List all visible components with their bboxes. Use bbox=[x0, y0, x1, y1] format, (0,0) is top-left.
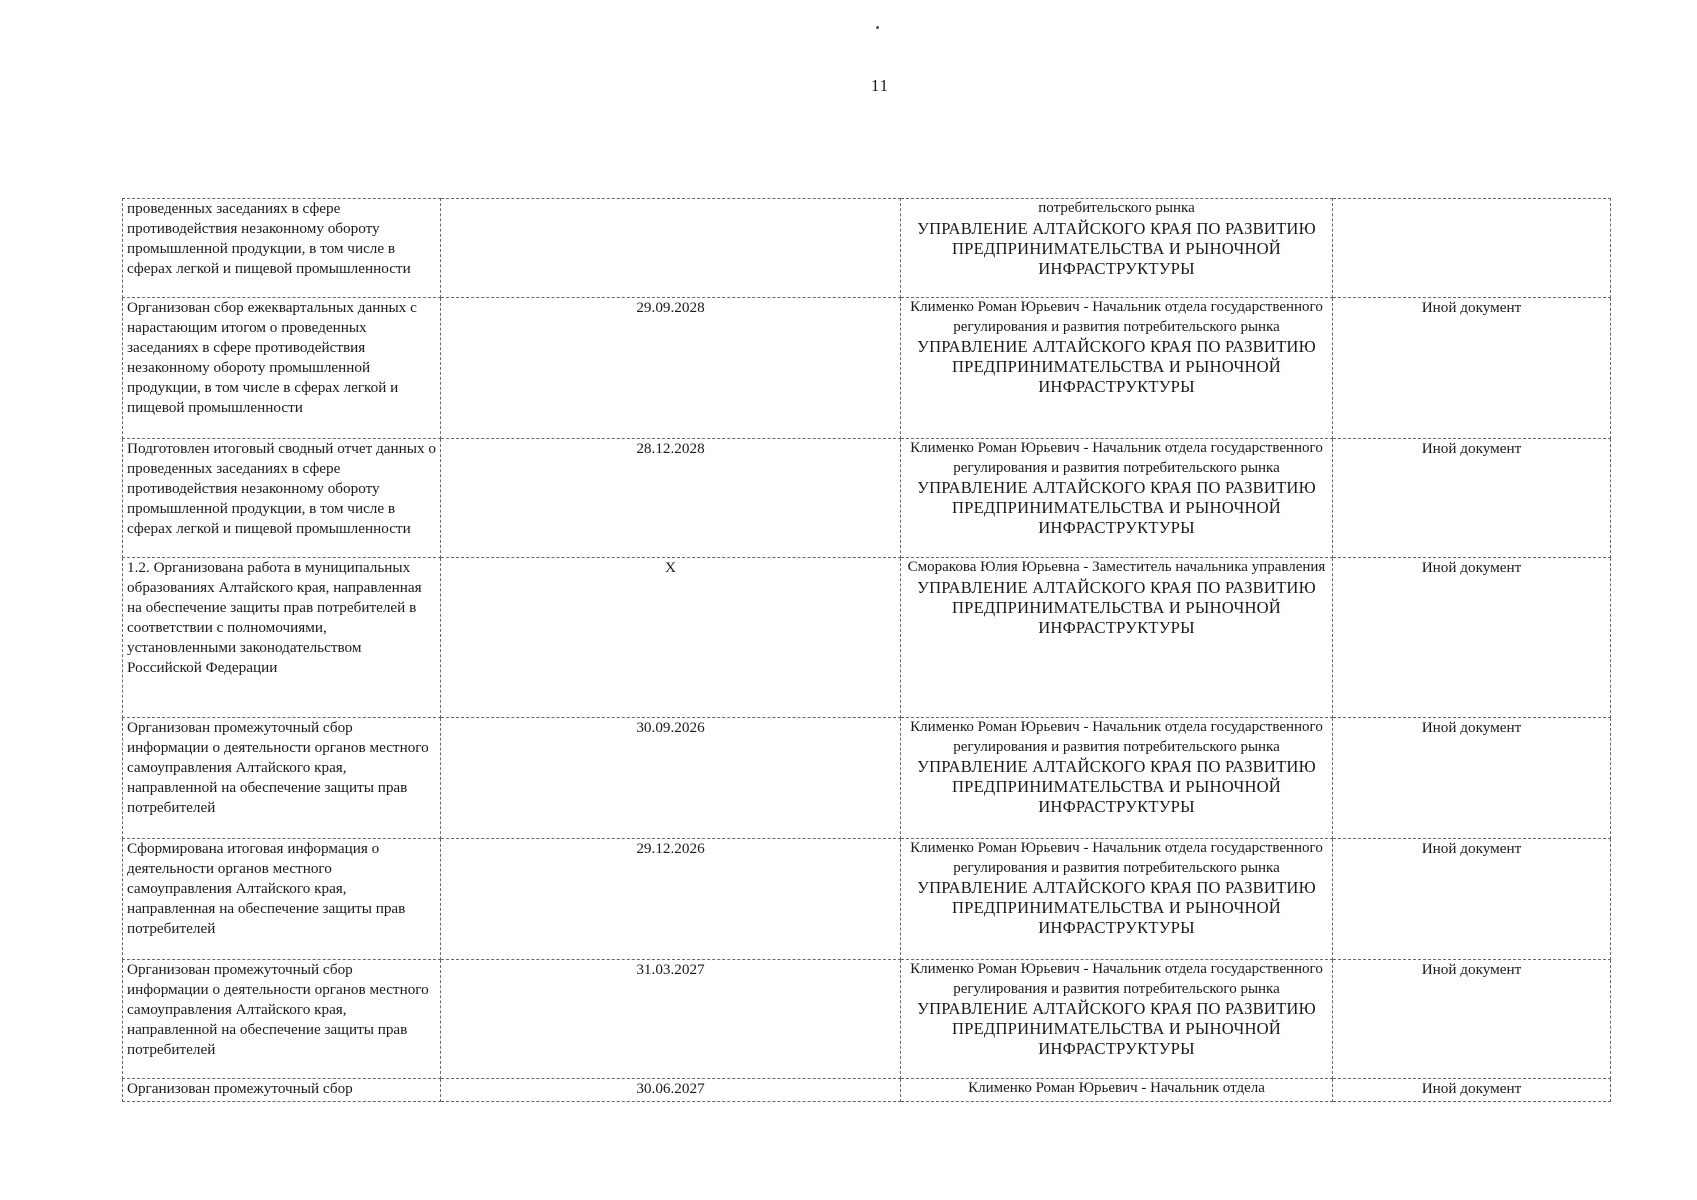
table-row bbox=[123, 839, 1611, 960]
table-row bbox=[123, 558, 1611, 718]
result-description: Организован промежуточный сбор bbox=[123, 1079, 441, 1102]
result-description: Организован промежуточный сбор информации о деятельности органов местного самоуправления Алтайского края, направленной на обеспечение защиты прав потребителей bbox=[123, 718, 441, 839]
table-row bbox=[123, 298, 1611, 439]
responsible-person: Клименко Роман Юрьевич - Начальник отдела государственного регулирования и развития потребительского рынка bbox=[910, 719, 1323, 755]
responsible-cell bbox=[901, 839, 1333, 960]
responsible-organization: УПРАВЛЕНИЕ АЛТАЙСКОГО КРАЯ ПО РАЗВИТИЮ ПРЕДПРИНИМАТЕЛЬСТВА И РЫНОЧНОЙ ИНФРАСТРУКТУРЫ bbox=[917, 757, 1316, 816]
page-number: 11 bbox=[870, 76, 890, 95]
deadline-date: X bbox=[441, 558, 901, 718]
responsible-person: Клименко Роман Юрьевич - Начальник отдела государственного регулирования и развития потребительского рынка bbox=[910, 840, 1323, 876]
result-description: Организован промежуточный сбор информации о деятельности органов местного самоуправления Алтайского края, направленной на обеспечение защиты прав потребителей bbox=[123, 960, 441, 1079]
responsible-organization: УПРАВЛЕНИЕ АЛТАЙСКОГО КРАЯ ПО РАЗВИТИЮ ПРЕДПРИНИМАТЕЛЬСТВА И РЫНОЧНОЙ ИНФРАСТРУКТУРЫ bbox=[917, 337, 1316, 396]
table-row bbox=[123, 960, 1611, 1079]
document-type: Иной документ bbox=[1333, 718, 1611, 839]
table-row bbox=[123, 439, 1611, 558]
responsible-organization: УПРАВЛЕНИЕ АЛТАЙСКОГО КРАЯ ПО РАЗВИТИЮ ПРЕДПРИНИМАТЕЛЬСТВА И РЫНОЧНОЙ ИНФРАСТРУКТУРЫ bbox=[917, 878, 1316, 937]
document-type bbox=[1333, 199, 1611, 298]
responsible-organization: УПРАВЛЕНИЕ АЛТАЙСКОГО КРАЯ ПО РАЗВИТИЮ ПРЕДПРИНИМАТЕЛЬСТВА И РЫНОЧНОЙ ИНФРАСТРУКТУРЫ bbox=[917, 478, 1316, 537]
deadline-date: 30.06.2027 bbox=[441, 1079, 901, 1102]
table-row bbox=[123, 199, 1611, 298]
responsible-cell bbox=[901, 1079, 1333, 1102]
deadline-date bbox=[441, 199, 901, 298]
document-type: Иной документ bbox=[1333, 1079, 1611, 1102]
responsible-cell bbox=[901, 439, 1333, 558]
deadline-date: 30.09.2026 bbox=[441, 718, 901, 839]
document-type: Иной документ bbox=[1333, 439, 1611, 558]
responsible-organization: УПРАВЛЕНИЕ АЛТАЙСКОГО КРАЯ ПО РАЗВИТИЮ ПРЕДПРИНИМАТЕЛЬСТВА И РЫНОЧНОЙ ИНФРАСТРУКТУРЫ bbox=[917, 218, 1316, 278]
deadline-date: 29.12.2026 bbox=[441, 839, 901, 960]
responsible-cell bbox=[901, 298, 1333, 439]
deadline-date: 29.09.2028 bbox=[441, 298, 901, 439]
responsible-person: Клименко Роман Юрьевич - Начальник отдела государственного регулирования и развития потребительского рынка bbox=[910, 440, 1323, 476]
document-type: Иной документ bbox=[1333, 298, 1611, 439]
scan-speck bbox=[876, 26, 879, 29]
document-type: Иной документ bbox=[1333, 960, 1611, 1079]
deadline-date: 28.12.2028 bbox=[441, 439, 901, 558]
responsible-cell bbox=[901, 718, 1333, 839]
result-description: Сформирована итоговая информация о деятельности органов местного самоуправления Алтайского края, направленная на обеспечение защиты прав потребителей bbox=[123, 839, 441, 960]
responsible-cell bbox=[901, 558, 1333, 718]
result-description: Организован сбор ежеквартальных данных с нарастающим итогом о проведенных заседаниях в сфере противодействия незаконному обороту промышленной продукции, в том числе в сферах легкой и пищевой промышленности bbox=[123, 298, 441, 439]
responsible-organization: УПРАВЛЕНИЕ АЛТАЙСКОГО КРАЯ ПО РАЗВИТИЮ ПРЕДПРИНИМАТЕЛЬСТВА И РЫНОЧНОЙ ИНФРАСТРУКТУРЫ bbox=[917, 577, 1316, 637]
result-description: 1.2. Организована работа в муниципальных образованиях Алтайского края, направленная на обеспечение защиты прав потребителей в соответствии с полномочиями, установленными законодательством Российской Федерации bbox=[123, 558, 441, 718]
document-type: Иной документ bbox=[1333, 558, 1611, 718]
result-description: Подготовлен итоговый сводный отчет данных о проведенных заседаниях в сфере противодействия незаконному обороту промышленной продукции, в том числе в сферах легкой и пищевой промышленности bbox=[123, 439, 441, 558]
responsible-person: Клименко Роман Юрьевич - Начальник отдела государственного регулирования и развития потребительского рынка bbox=[910, 299, 1323, 335]
responsible-person: Клименко Роман Юрьевич - Начальник отдела bbox=[968, 1080, 1265, 1096]
responsible-person: потребительского рынка bbox=[1038, 200, 1195, 216]
responsible-person: Сморакова Юлия Юрьевна - Заместитель начальника управления bbox=[907, 559, 1326, 575]
deadline-date: 31.03.2027 bbox=[441, 960, 901, 1079]
result-description: проведенных заседаниях в сфере противодействия незаконному обороту промышленной продукции, в том числе в сферах легкой и пищевой промышленности bbox=[123, 199, 441, 298]
plan-table bbox=[122, 198, 1611, 1102]
table-row bbox=[123, 718, 1611, 839]
responsible-cell bbox=[901, 199, 1333, 298]
responsible-cell bbox=[901, 960, 1333, 1079]
responsible-person: Клименко Роман Юрьевич - Начальник отдела государственного регулирования и развития потребительского рынка bbox=[910, 961, 1323, 997]
table-row bbox=[123, 1079, 1611, 1102]
responsible-organization: УПРАВЛЕНИЕ АЛТАЙСКОГО КРАЯ ПО РАЗВИТИЮ ПРЕДПРИНИМАТЕЛЬСТВА И РЫНОЧНОЙ ИНФРАСТРУКТУРЫ bbox=[917, 999, 1316, 1058]
document-type: Иной документ bbox=[1333, 839, 1611, 960]
